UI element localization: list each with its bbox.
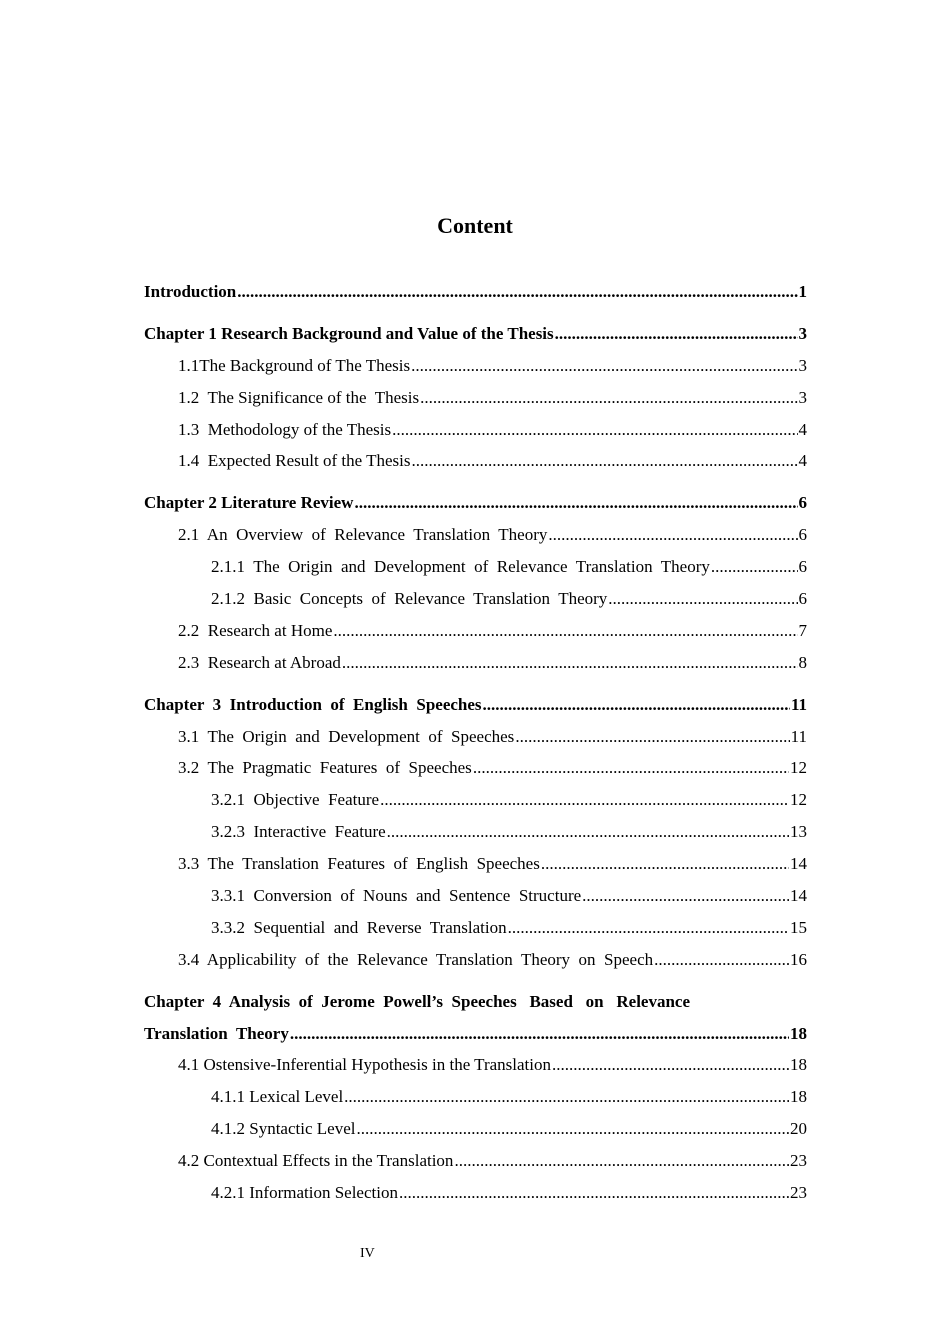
toc-entry-subsection[interactable] xyxy=(144,583,807,615)
toc-entry-page: 4 xyxy=(798,419,807,439)
toc-entry-label: 3.3.2 Sequential and Reverse Translation xyxy=(211,917,507,937)
dot-leader xyxy=(473,758,789,778)
dot-leader xyxy=(342,653,798,673)
dot-leader xyxy=(354,493,797,513)
dot-leader xyxy=(454,1151,789,1171)
toc-entry-label: 2.1.1 The Origin and Development of Relevance Translation Theory xyxy=(211,557,710,577)
toc-entry-label: 4.1.2 Syntactic Level xyxy=(211,1119,356,1139)
toc-entry-subsection[interactable] xyxy=(144,1081,807,1113)
dot-leader xyxy=(548,525,797,545)
dot-leader xyxy=(290,1024,789,1044)
dot-leader xyxy=(411,451,797,471)
toc-entry-section[interactable] xyxy=(144,615,807,647)
dot-leader xyxy=(356,1119,789,1139)
toc-entry-label: Translation Theory xyxy=(144,1023,289,1043)
toc-entry-subsection[interactable] xyxy=(144,1113,807,1145)
toc-entry-page: 14 xyxy=(790,854,807,874)
toc-entry-page: 7 xyxy=(798,620,807,640)
toc-entry-page: 20 xyxy=(790,1119,807,1139)
toc-entry-label: 1.4 Expected Result of the Thesis xyxy=(178,451,411,471)
toc-entry-label: 4.1.1 Lexical Level xyxy=(211,1087,344,1107)
dot-leader xyxy=(333,621,797,641)
toc-entry-chapter-4[interactable] xyxy=(144,986,807,1018)
toc-entry-label: 2.3 Research at Abroad xyxy=(178,652,341,672)
toc-entry-page: 18 xyxy=(790,1023,807,1043)
toc-entry-label: 1.3 Methodology of the Thesis xyxy=(178,419,392,439)
toc-entry-label: 3.2 The Pragmatic Features of Speeches xyxy=(178,758,472,778)
toc-entry-label: Chapter 2 Literature Review xyxy=(144,493,354,513)
toc-entry-label: 4.1 Ostensive-Inferential Hypothesis in the Translation xyxy=(178,1055,552,1075)
toc-entry-page: 1 xyxy=(798,281,807,301)
toc-entry-label: 1.1The Background of The Thesis xyxy=(178,355,411,375)
toc-entry-subsection[interactable] xyxy=(144,880,807,912)
toc-entry-page: 6 xyxy=(798,588,807,608)
toc-entry-page: 13 xyxy=(790,822,807,842)
toc-entry-page: 8 xyxy=(798,652,807,672)
toc-entry-section[interactable] xyxy=(144,721,807,753)
toc-entry-label: 2.1.2 Basic Concepts of Relevance Translation Theory xyxy=(211,588,608,608)
toc-entry-section[interactable] xyxy=(144,382,807,414)
toc-entry-section[interactable] xyxy=(144,752,807,784)
toc-entry-section[interactable] xyxy=(144,1049,807,1081)
dot-leader xyxy=(711,557,798,577)
toc-entry-label: 2.1 An Overview of Relevance Translation Theory xyxy=(178,525,548,545)
dot-leader xyxy=(420,388,797,408)
toc-entry-label: 3.2.3 Interactive Feature xyxy=(211,822,386,842)
dot-leader xyxy=(552,1055,789,1075)
dot-leader xyxy=(392,420,797,440)
toc-entry-subsection[interactable] xyxy=(144,816,807,848)
toc-entry-label: Chapter 3 Introduction of English Speeches xyxy=(144,694,482,714)
toc-entry-label: 3.3.1 Conversion of Nouns and Sentence Structure xyxy=(211,885,582,905)
toc-entry-page: 11 xyxy=(790,726,807,746)
toc-entry-section[interactable] xyxy=(144,445,807,477)
dot-leader xyxy=(483,695,790,715)
toc-entry-section[interactable] xyxy=(144,944,807,976)
dot-leader xyxy=(541,854,789,874)
toc-entry-page: 12 xyxy=(790,758,807,778)
toc-entry-page: 4 xyxy=(798,451,807,471)
toc-entry-label: 3.2.1 Objective Feature xyxy=(211,790,380,810)
toc-entry-label: 3.3 The Translation Features of English Speeches xyxy=(178,854,540,874)
dot-leader xyxy=(344,1087,789,1107)
toc-entry-page: 14 xyxy=(790,885,807,905)
toc-entry-section[interactable] xyxy=(144,519,807,551)
toc-entry-page: 11 xyxy=(790,694,807,714)
toc-entry-label: 1.2 The Significance of the Thesis xyxy=(178,387,420,407)
toc-entry-label: 2.2 Research at Home xyxy=(178,620,333,640)
toc-entry-page: 18 xyxy=(790,1055,807,1075)
toc-entry-page: 18 xyxy=(790,1087,807,1107)
toc-entry-section[interactable] xyxy=(144,350,807,382)
toc-entry-label: 4.2 Contextual Effects in the Translation xyxy=(178,1151,454,1171)
toc-entry-chapter-3[interactable] xyxy=(144,689,807,721)
toc-entry-subsection[interactable] xyxy=(144,551,807,583)
toc-entry-page: 6 xyxy=(798,557,807,577)
toc-entry-page: 16 xyxy=(790,949,807,969)
toc-entry-page: 3 xyxy=(798,387,807,407)
toc-entry-chapter-2[interactable] xyxy=(144,487,807,519)
toc-entry-chapter-1[interactable] xyxy=(144,318,807,350)
dot-leader xyxy=(508,918,789,938)
toc-entry-label: Chapter 1 Research Background and Value of the Thesis xyxy=(144,323,554,343)
toc-entry-label: Chapter 4 Analysis of Jerome Powell’s Speeches Based on Relevance xyxy=(144,991,691,1011)
toc-entry-page: 15 xyxy=(790,917,807,937)
toc-entry-section[interactable] xyxy=(144,1145,807,1177)
toc-entry-introduction[interactable] xyxy=(144,276,807,308)
toc-entry-chapter-4-continued[interactable] xyxy=(144,1018,807,1050)
dot-leader xyxy=(380,790,789,810)
toc-entry-page: 3 xyxy=(798,355,807,375)
dot-leader xyxy=(654,950,789,970)
toc-entry-subsection[interactable] xyxy=(144,912,807,944)
toc-entry-page: 3 xyxy=(798,323,807,343)
toc-entry-subsection[interactable] xyxy=(144,1177,807,1209)
dot-leader xyxy=(515,727,789,747)
toc-entry-page: 6 xyxy=(798,525,807,545)
dot-leader xyxy=(399,1183,789,1203)
toc-entry-subsection[interactable] xyxy=(144,784,807,816)
dot-leader xyxy=(582,886,789,906)
toc-entry-page: 23 xyxy=(790,1151,807,1171)
dot-leader xyxy=(237,282,797,302)
dot-leader xyxy=(387,822,789,842)
table-of-contents xyxy=(144,276,807,1209)
toc-entry-section[interactable] xyxy=(144,848,807,880)
dot-leader xyxy=(411,356,797,376)
toc-entry-label: 3.1 The Origin and Development of Speeches xyxy=(178,726,515,746)
toc-entry-section[interactable] xyxy=(144,647,807,679)
toc-entry-page: 23 xyxy=(790,1182,807,1202)
toc-entry-section[interactable] xyxy=(144,414,807,446)
toc-entry-page: 12 xyxy=(790,790,807,810)
page-number-footer: IV xyxy=(360,1246,375,1261)
dot-leader xyxy=(555,324,798,344)
toc-entry-label: 3.4 Applicability of the Relevance Translation Theory on Speech xyxy=(178,949,654,969)
page-title: Content xyxy=(437,213,513,238)
toc-entry-page: 6 xyxy=(798,493,807,513)
toc-entry-label: 4.2.1 Information Selection xyxy=(211,1182,398,1202)
toc-entry-label: Introduction xyxy=(144,281,237,301)
dot-leader xyxy=(608,589,797,609)
